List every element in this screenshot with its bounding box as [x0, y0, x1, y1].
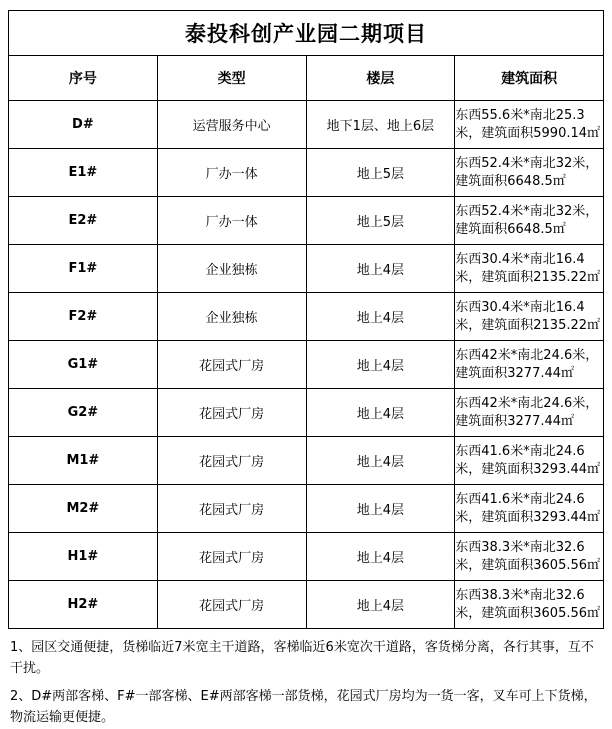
cell-type: 企业独栋 [157, 293, 306, 341]
cell-floor: 地上4层 [306, 485, 455, 533]
cell-no: D# [9, 101, 158, 149]
cell-no: G1# [9, 341, 158, 389]
cell-area: 东西52.4米*南北32米，建筑面积6648.5㎡ [455, 149, 604, 197]
table-row [9, 485, 604, 533]
cell-floor: 地上4层 [306, 437, 455, 485]
cell-no: E2# [9, 197, 158, 245]
cell-area: 东西42米*南北24.6米，建筑面积3277.44㎡ [455, 341, 604, 389]
note-item: 1、园区交通便捷，货梯临近7米宽主干道路，客梯临近6米宽次干道路，客货梯分离，各行其事，互不干扰。 [10, 640, 594, 677]
column-header-type: 类型 [157, 56, 306, 101]
column-header-no: 序号 [9, 56, 158, 101]
column-header-floor: 楼层 [306, 56, 455, 101]
cell-area: 东西38.3米*南北32.6米，建筑面积3605.56㎡ [455, 581, 604, 629]
cell-floor: 地上4层 [306, 341, 455, 389]
cell-floor: 地上4层 [306, 533, 455, 581]
page-title: 泰投科创产业园二期项目 [185, 22, 427, 46]
cell-type: 花园式厂房 [157, 437, 306, 485]
cell-no: H2# [9, 581, 158, 629]
cell-area: 东西52.4米*南北32米，建筑面积6648.5㎡ [455, 197, 604, 245]
column-header-area: 建筑面积 [455, 56, 604, 101]
table-row [9, 149, 604, 197]
cell-floor: 地上4层 [306, 245, 455, 293]
cell-no: E1# [9, 149, 158, 197]
table-row [9, 437, 604, 485]
table-row [9, 101, 604, 149]
cell-type: 厂办一体 [157, 197, 306, 245]
cell-type: 花园式厂房 [157, 341, 306, 389]
document-page [0, 10, 612, 726]
cell-floor: 地上4层 [306, 581, 455, 629]
table-row [9, 197, 604, 245]
building-spec-table [8, 55, 604, 629]
cell-area: 东西42米*南北24.6米，建筑面积3277.44㎡ [455, 389, 604, 437]
table-row [9, 581, 604, 629]
cell-floor: 地上4层 [306, 293, 455, 341]
cell-no: M2# [9, 485, 158, 533]
table-row [9, 389, 604, 437]
cell-floor: 地上5层 [306, 149, 455, 197]
cell-floor: 地上5层 [306, 197, 455, 245]
cell-type: 企业独栋 [157, 245, 306, 293]
cell-area: 东西41.6米*南北24.6米，建筑面积3293.44㎡ [455, 485, 604, 533]
cell-area: 东西41.6米*南北24.6米，建筑面积3293.44㎡ [455, 437, 604, 485]
notes-section [10, 637, 602, 729]
cell-no: M1# [9, 437, 158, 485]
document-title-box [8, 10, 604, 55]
cell-type: 花园式厂房 [157, 389, 306, 437]
cell-no: G2# [9, 389, 158, 437]
cell-no: F1# [9, 245, 158, 293]
cell-no: H1# [9, 533, 158, 581]
table-row [9, 293, 604, 341]
table-header-row [9, 56, 604, 101]
cell-area: 东西30.4米*南北16.4米，建筑面积2135.22㎡ [455, 293, 604, 341]
cell-floor: 地上4层 [306, 389, 455, 437]
cell-type: 花园式厂房 [157, 533, 306, 581]
table-row [9, 245, 604, 293]
cell-type: 花园式厂房 [157, 485, 306, 533]
table-body [9, 101, 604, 629]
table-row [9, 341, 604, 389]
cell-type: 运营服务中心 [157, 101, 306, 149]
cell-type: 厂办一体 [157, 149, 306, 197]
cell-area: 东西38.3米*南北32.6米，建筑面积3605.56㎡ [455, 533, 604, 581]
table-header [9, 56, 604, 101]
cell-type: 花园式厂房 [157, 581, 306, 629]
cell-area: 东西30.4米*南北16.4米，建筑面积2135.22㎡ [455, 245, 604, 293]
cell-area: 东西55.6米*南北25.3米，建筑面积5990.14㎡ [455, 101, 604, 149]
table-row [9, 533, 604, 581]
cell-floor: 地下1层、地上6层 [306, 101, 455, 149]
cell-no: F2# [9, 293, 158, 341]
note-item: 2、D#两部客梯、F#一部客梯、E#两部客梯一部货梯，花园式厂房均为一货一客，叉车可上下货梯，物流运输更便捷。 [10, 688, 597, 726]
